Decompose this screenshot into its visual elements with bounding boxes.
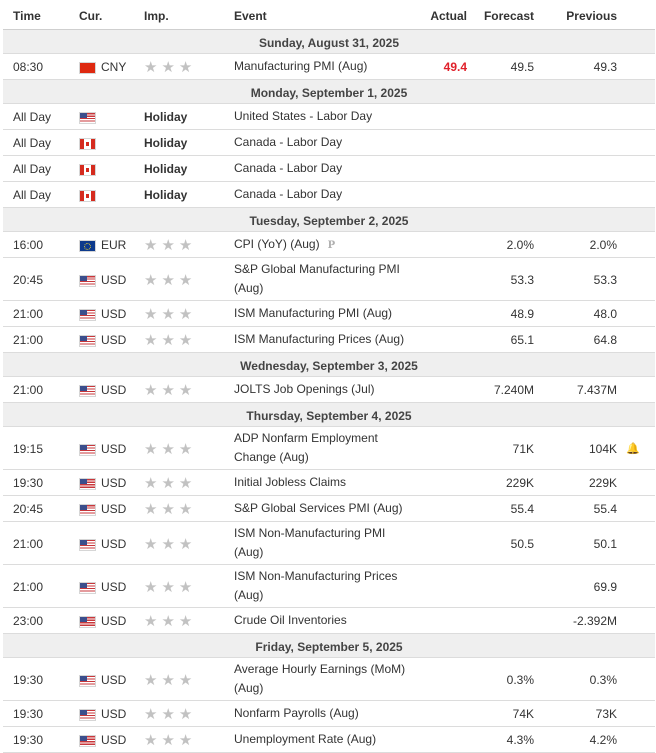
flag-us-icon [79,275,96,287]
header-forecast[interactable]: Forecast [483,9,534,23]
flag-us-icon [79,675,96,687]
event-name[interactable] [234,524,385,562]
star-icon: ★★★ [144,579,197,596]
star-icon: ★★★ [144,332,197,349]
event-row[interactable] [3,470,655,496]
importance-stars [144,474,196,492]
event-title[interactable]: S&P Global Manufacturing PMI [234,262,400,276]
flag-ca-icon [79,164,96,176]
forecast-value: 53.3 [510,273,534,287]
event-title[interactable]: ISM Non-Manufacturing Prices [234,569,398,583]
forecast-value: 229K [505,476,534,490]
event-title[interactable]: Manufacturing PMI (Aug) [234,59,368,73]
previous-value: 50.1 [593,537,617,551]
star-icon: ★★★ [144,475,197,492]
event-name[interactable] [234,330,404,349]
importance-stars [144,671,196,689]
previous-value: 104K [588,442,617,456]
star-icon: ★★★ [144,706,197,723]
previous-value: 49.3 [593,60,617,74]
event-row[interactable] [3,130,655,156]
currency-code: USD [101,442,127,456]
date-header [3,80,655,104]
previous-value: 64.8 [593,333,617,347]
event-time: 21:00 [13,537,44,551]
event-name[interactable] [234,704,359,723]
currency-code: USD [101,307,127,321]
currency-code: CNY [101,60,127,74]
event-title[interactable]: Canada - Labor Day [234,135,343,149]
event-row[interactable] [3,301,655,327]
event-row[interactable] [3,54,655,80]
previous-value: -2.392M [572,614,617,628]
previous-value: 7.437M [576,383,617,397]
event-title[interactable]: ISM Non-Manufacturing PMI [234,526,386,540]
calendar-body [3,30,655,753]
event-time: All Day [13,136,52,150]
importance-stars [144,305,196,323]
event-title[interactable]: S&P Global Services PMI (Aug) [234,501,403,515]
date-header [3,353,655,377]
currency-code: USD [101,502,127,516]
actual-value: 49.4 [443,60,467,74]
date-label: Friday, September 5, 2025 [255,640,403,654]
currency-code: USD [101,537,127,551]
event-time: 08:30 [13,60,44,74]
star-icon: ★★★ [144,536,197,553]
previous-value: 48.0 [593,307,617,321]
event-row[interactable] [3,104,655,130]
previous-value: 69.9 [593,580,617,594]
preliminary-icon: P [327,240,336,251]
star-icon: ★★★ [144,237,197,254]
event-row[interactable] [3,258,655,301]
event-row[interactable] [3,565,655,608]
event-title[interactable]: Unemployment Rate (Aug) [234,732,377,746]
currency-code: USD [101,333,127,347]
header-importance[interactable]: Imp. [144,9,169,23]
event-time: All Day [13,110,52,124]
date-label: Sunday, August 31, 2025 [258,36,400,50]
previous-value: 55.4 [593,502,617,516]
event-time: 19:15 [13,442,44,456]
event-row[interactable] [3,232,655,258]
star-icon: ★★★ [144,272,197,289]
event-name[interactable] [234,185,342,204]
event-title-line2[interactable]: (Aug) [234,681,264,695]
header-time[interactable]: Time [13,9,41,23]
star-icon: ★★★ [144,59,197,76]
event-name[interactable] [234,473,346,492]
holiday-label: Holiday [144,110,188,124]
star-icon: ★★★ [144,306,197,323]
flag-eu-icon [79,240,96,252]
event-name[interactable] [234,159,342,178]
star-icon: ★★★ [144,501,197,518]
date-header [3,403,655,427]
previous-value: 53.3 [593,273,617,287]
date-label: Wednesday, September 3, 2025 [240,359,418,373]
event-name[interactable] [234,133,342,152]
event-row[interactable] [3,427,655,470]
star-icon: ★★★ [144,382,197,399]
importance-stars [144,731,196,749]
event-row[interactable] [3,377,655,403]
event-time: All Day [13,188,52,202]
event-name[interactable] [234,660,405,698]
importance-stars [144,500,196,518]
event-time: 19:30 [13,476,44,490]
event-time: 21:00 [13,333,44,347]
event-title-line2[interactable]: (Aug) [234,588,264,602]
flag-us-icon [79,444,96,456]
event-row[interactable] [3,727,655,753]
event-row[interactable] [3,496,655,522]
holiday-label: Holiday [144,136,188,150]
importance-stars [144,381,196,399]
currency-code: USD [101,383,127,397]
currency-code: EUR [101,238,127,252]
date-header [3,30,655,54]
event-title-line2[interactable]: (Aug) [234,545,264,559]
forecast-value: 49.5 [510,60,534,74]
forecast-value: 0.3% [506,673,534,687]
event-time: 20:45 [13,502,44,516]
event-name[interactable] [234,57,367,76]
event-title[interactable]: Average Hourly Earnings (MoM) [234,662,406,676]
event-row[interactable] [3,701,655,727]
forecast-value: 65.1 [510,333,534,347]
flag-us-icon [79,309,96,321]
event-time: 21:00 [13,307,44,321]
importance-stars [144,331,196,349]
holiday-label: Holiday [144,188,188,202]
header-previous[interactable]: Previous [566,9,617,23]
event-title[interactable]: Crude Oil Inventories [234,613,347,627]
flag-us-icon [79,582,96,594]
event-title[interactable]: Initial Jobless Claims [234,475,347,489]
forecast-value: 74K [512,707,534,721]
previous-value: 2.0% [589,238,617,252]
star-icon: ★★★ [144,672,197,689]
event-time: 19:30 [13,707,44,721]
event-row[interactable] [3,327,655,353]
forecast-value: 2.0% [506,238,534,252]
forecast-value: 7.240M [493,383,534,397]
previous-value: 73K [595,707,617,721]
date-label: Monday, September 1, 2025 [250,86,408,100]
star-icon: ★★★ [144,732,197,749]
flag-us-icon [79,504,96,516]
event-title[interactable]: ISM Manufacturing Prices (Aug) [234,332,405,346]
event-time: 23:00 [13,614,44,628]
importance-stars [144,440,196,458]
flag-us-icon [79,539,96,551]
forecast-value: 48.9 [510,307,534,321]
event-time: All Day [13,162,52,176]
event-title-line2[interactable]: (Aug) [234,281,264,295]
flag-cn-icon [79,62,96,74]
currency-code: USD [101,273,127,287]
event-title-line2[interactable]: Change (Aug) [234,450,309,464]
event-title[interactable]: ADP Nonfarm Employment [234,431,378,445]
header-currency[interactable]: Cur. [79,9,103,23]
event-name[interactable] [234,260,400,298]
event-row[interactable] [3,608,655,634]
flag-us-icon [79,616,96,628]
flag-us-icon [79,335,96,347]
event-name[interactable] [234,380,375,399]
event-time: 20:45 [13,273,44,287]
event-row[interactable] [3,658,655,701]
star-icon: ★★★ [144,613,197,630]
flag-us-icon [79,735,96,747]
importance-stars [144,236,196,254]
importance-stars [144,612,196,630]
event-title[interactable]: Canada - Labor Day [234,187,343,201]
importance-stars [144,578,196,596]
event-title[interactable]: CPI (YoY) (Aug) [234,237,320,251]
importance-stars [144,271,196,289]
event-row[interactable] [3,156,655,182]
event-time: 16:00 [13,238,44,252]
flag-us-icon [79,709,96,721]
event-time: 21:00 [13,580,44,594]
event-title[interactable]: JOLTS Job Openings (Jul) [234,382,375,396]
previous-value: 4.2% [589,733,617,747]
forecast-value: 71K [512,442,534,456]
event-title[interactable]: ISM Manufacturing PMI (Aug) [234,306,393,320]
date-label: Thursday, September 4, 2025 [246,409,412,423]
event-row[interactable] [3,182,655,208]
currency-code: USD [101,614,127,628]
event-name[interactable] [234,611,347,630]
economic-calendar [3,0,655,753]
event-name[interactable] [234,304,392,323]
event-name[interactable] [234,429,378,467]
flag-ca-icon [79,190,96,202]
forecast-value: 4.3% [506,733,534,747]
forecast-value: 55.4 [510,502,534,516]
currency-code: USD [101,707,127,721]
importance-stars [144,535,196,553]
flag-us-icon [79,385,96,397]
event-row[interactable] [3,522,655,565]
date-label: Tuesday, September 2, 2025 [249,214,409,228]
event-time: 19:30 [13,673,44,687]
event-time: 21:00 [13,383,44,397]
currency-code: USD [101,673,127,687]
event-time: 19:30 [13,733,44,747]
currency-code: USD [101,476,127,490]
bell-icon[interactable]: 🔔 [626,443,640,455]
flag-us-icon [79,478,96,490]
previous-value: 0.3% [589,673,617,687]
event-name[interactable] [234,730,376,749]
header-event[interactable]: Event [234,9,267,23]
event-title[interactable]: United States - Labor Day [234,109,373,123]
currency-code: USD [101,580,127,594]
importance-stars [144,705,196,723]
event-title[interactable]: Canada - Labor Day [234,161,343,175]
event-name[interactable] [234,567,397,605]
header-actual[interactable]: Actual [430,9,467,23]
event-title[interactable]: Nonfarm Payrolls (Aug) [234,706,359,720]
star-icon: ★★★ [144,441,197,458]
flag-us-icon [79,112,96,124]
previous-value: 229K [588,476,617,490]
table-header [3,0,655,30]
holiday-label: Holiday [144,162,188,176]
currency-code: USD [101,733,127,747]
event-name[interactable] [234,235,335,255]
importance-stars [144,58,196,76]
event-name[interactable] [234,499,403,518]
forecast-value: 50.5 [510,537,534,551]
flag-ca-icon [79,138,96,150]
date-header [3,208,655,232]
date-header [3,634,655,658]
event-name[interactable] [234,107,372,126]
